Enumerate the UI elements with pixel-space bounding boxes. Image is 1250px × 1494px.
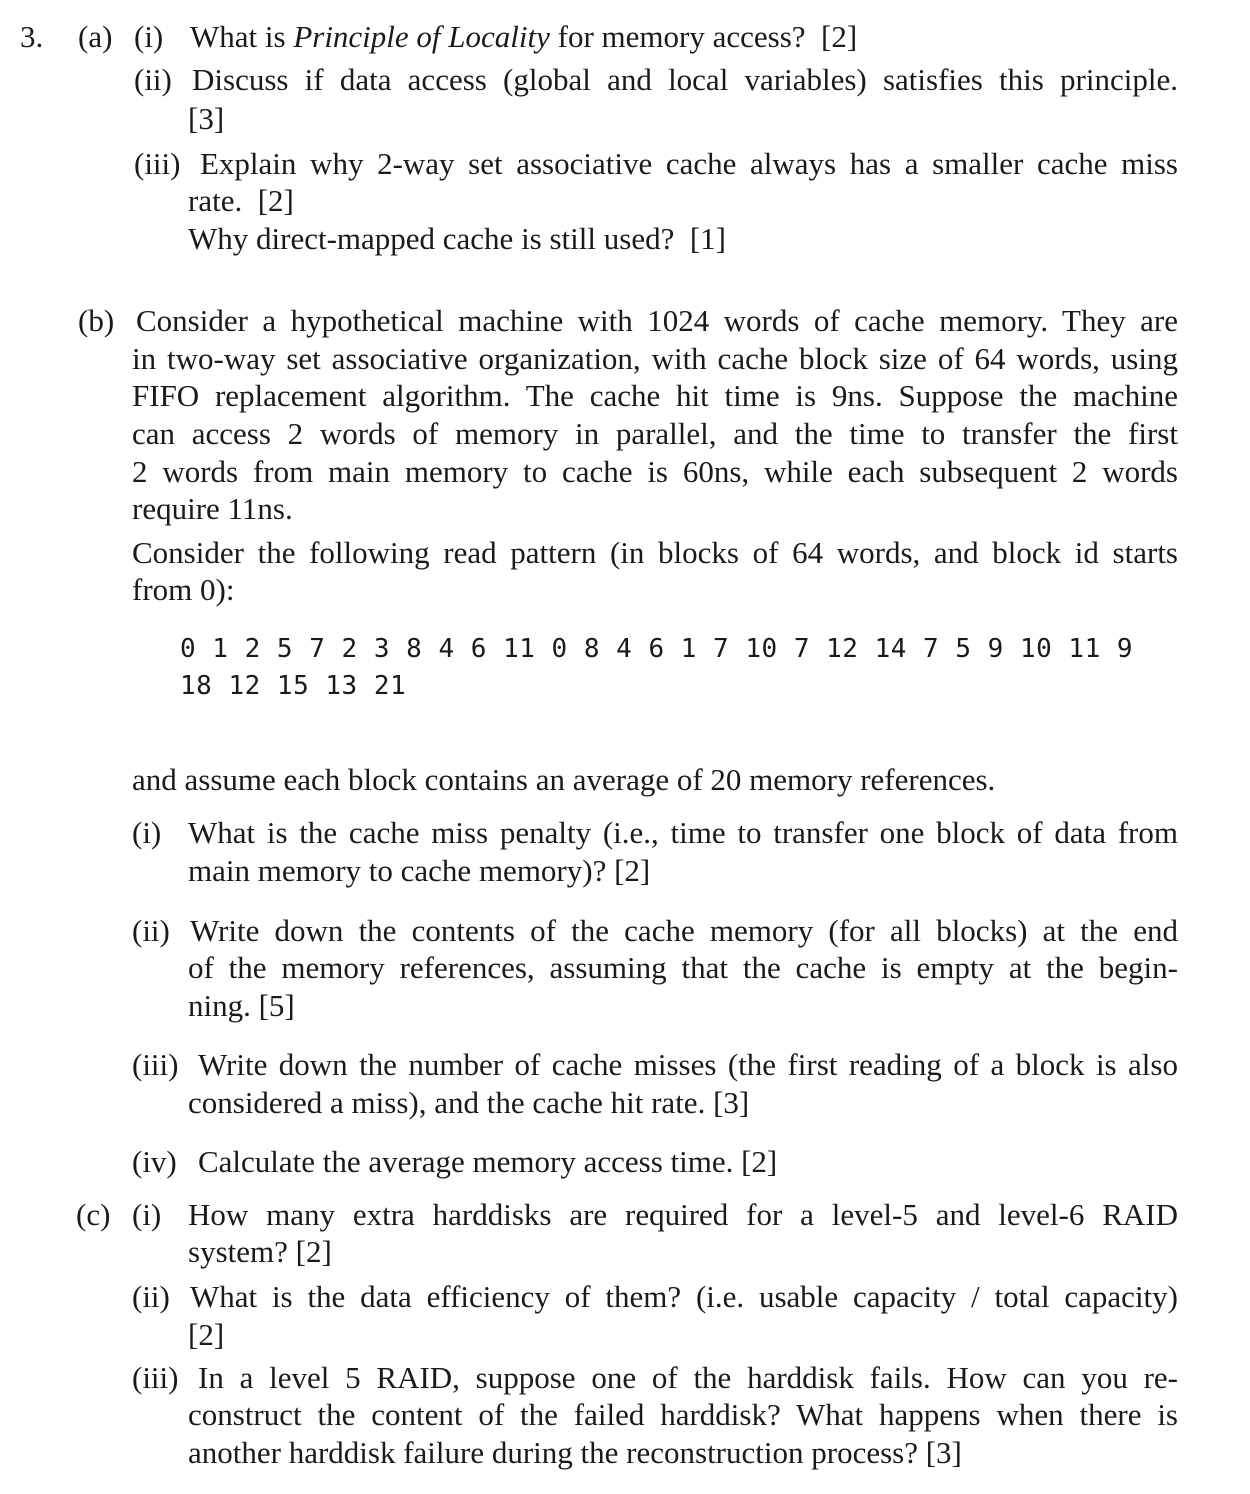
part-b-para1-line5: 2 words from main memory to cache is 60ns, while each subsequent 2 words	[132, 454, 1178, 489]
term-principle-of-locality: Principle of Locality	[293, 19, 550, 54]
part-a-iii-line2: rate. [2]	[188, 183, 294, 218]
part-b-para2-line1: Consider the following read pattern (in blocks of 64 words, and block id starts	[132, 535, 1178, 570]
part-c-iii-line2: construct the content of the failed harddisk? What happens when there is	[188, 1397, 1178, 1432]
marks: [2]	[257, 183, 294, 218]
part-a-i-label: (i)	[134, 19, 164, 54]
part-b-i-label: (i)	[132, 815, 162, 850]
part-b-i-line2: main memory to cache memory)? [2]	[188, 853, 651, 888]
part-b-label: (b)	[78, 303, 115, 338]
part-b-para1-line4: can access 2 words of memory in parallel, and the time to transfer the first	[132, 416, 1178, 451]
read-pattern-line2: 18 12 15 13 21	[180, 671, 407, 701]
marks: [2]	[821, 19, 858, 54]
part-b-assume: and assume each block contains an average of 20 memory references.	[132, 762, 996, 797]
part-c-ii-line2: [2]	[188, 1317, 225, 1352]
part-b-i-line1: What is the cache miss penalty (i.e., time to transfer one block of data from	[188, 815, 1178, 850]
read-pattern-line1: 0 1 2 5 7 2 3 8 4 6 11 0 8 4 6 1 7 10 7 12 14 7 5 9 10 11 9	[180, 634, 1134, 664]
part-c-iii-label: (iii)	[132, 1360, 179, 1395]
part-b-ii-label: (ii)	[132, 913, 170, 948]
part-b-para1-line3: FIFO replacement algorithm. The cache hit time is 9ns. Suppose the machine	[132, 378, 1178, 413]
marks: [1]	[689, 221, 726, 256]
part-b-iv-line1: Calculate the average memory access time. [2]	[198, 1144, 778, 1179]
part-c-i-label: (i)	[132, 1197, 162, 1232]
part-a-ii-line1: Discuss if data access (global and local variables) satisfies this principle.	[192, 62, 1178, 97]
part-b-iii-label: (iii)	[132, 1047, 179, 1082]
part-a-ii-marks: [3]	[188, 101, 225, 136]
part-c-iii-line1: In a level 5 RAID, suppose one of the harddisk fails. How can you re-	[198, 1360, 1178, 1395]
part-b-iii-line1: Write down the number of cache misses (the first reading of a block is also	[198, 1047, 1178, 1082]
part-a-i-text: What is Principle of Locality for memory access? [2]	[190, 19, 858, 54]
part-a-iii-label: (iii)	[134, 146, 181, 181]
part-c-i-line1: How many extra harddisks are required for a level-5 and level-6 RAID	[188, 1197, 1178, 1232]
part-c-ii-label: (ii)	[132, 1279, 170, 1314]
part-b-ii-line3: ning. [5]	[188, 988, 295, 1023]
part-b-ii-line2: of the memory references, assuming that the cache is empty at the begin-	[188, 950, 1178, 985]
question-number: 3.	[20, 19, 44, 54]
part-b-iii-line2: considered a miss), and the cache hit rate. [3]	[188, 1085, 750, 1120]
part-a-iii-line3: Why direct-mapped cache is still used? [1]	[188, 221, 726, 256]
part-c-ii-line1: What is the data efficiency of them? (i.e. usable capacity / total capacity)	[190, 1279, 1178, 1314]
part-c-i-line2: system? [2]	[188, 1234, 332, 1269]
part-b-para1-line6: require 11ns.	[132, 491, 293, 526]
part-c-label: (c)	[76, 1197, 111, 1232]
part-b-para2-line2: from 0):	[132, 572, 235, 607]
part-b-iv-label: (iv)	[132, 1144, 177, 1179]
part-b-para1-line2: in two-way set associative organization, with cache block size of 64 words, using	[132, 341, 1178, 376]
part-b-para1-line1: Consider a hypothetical machine with 1024 words of cache memory. They are	[136, 303, 1178, 338]
part-a-iii-line1: Explain why 2-way set associative cache always has a smaller cache miss	[200, 146, 1178, 181]
part-a-label: (a)	[78, 19, 113, 54]
part-a-ii-label: (ii)	[134, 62, 172, 97]
part-c-iii-line3: another harddisk failure during the reconstruction process? [3]	[188, 1435, 962, 1470]
part-b-ii-line1: Write down the contents of the cache memory (for all blocks) at the end	[190, 913, 1178, 948]
